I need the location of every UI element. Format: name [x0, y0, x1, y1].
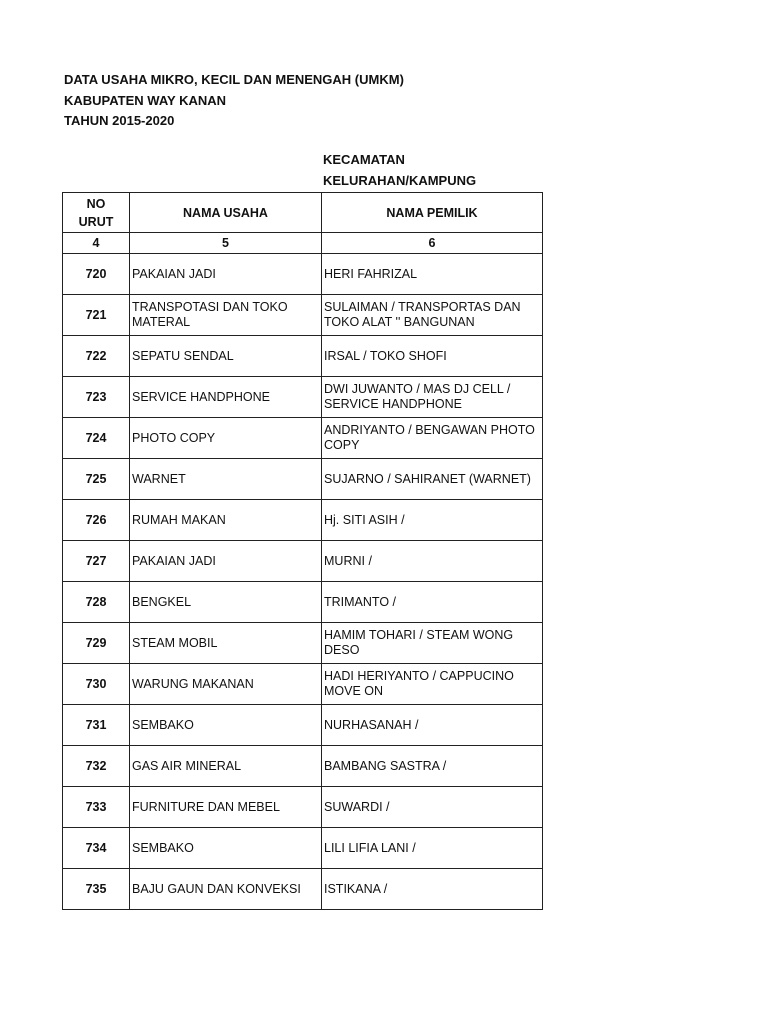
owner-name: SUWARDI / — [322, 787, 543, 828]
table-row — [63, 664, 543, 705]
business-name: SEPATU SENDAL — [130, 336, 322, 377]
business-name: RUMAH MAKAN — [130, 500, 322, 541]
business-name: BENGKEL — [130, 582, 322, 623]
business-name: PAKAIAN JADI — [130, 541, 322, 582]
row-number: 733 — [63, 787, 130, 828]
business-name: SEMBAKO — [130, 828, 322, 869]
business-name: STEAM MOBIL — [130, 623, 322, 664]
row-number: 732 — [63, 746, 130, 787]
table-row — [63, 500, 543, 541]
kelurahan-label: KELURAHAN/KAMPUNG — [323, 172, 477, 188]
row-number: 727 — [63, 541, 130, 582]
header-no-line1: NO — [86, 196, 106, 211]
kecamatan-label: KECAMATAN — [323, 152, 405, 167]
row-number: 735 — [63, 869, 130, 910]
owner-name: HADI HERIYANTO / CAPPUCINO MOVE ON — [322, 664, 543, 705]
owner-name: TRIMANTO / — [322, 582, 543, 623]
document-title: DATA USAHA MIKRO, KECIL DAN MENENGAH (UMKM) — [64, 72, 404, 87]
table-row — [63, 787, 543, 828]
table-row — [63, 623, 543, 664]
row-number: 726 — [63, 500, 130, 541]
row-number: 734 — [63, 828, 130, 869]
owner-name: SULAIMAN / TRANSPORTAS DAN TOKO ALAT '' BANGUNAN — [322, 295, 543, 336]
row-number: 728 — [63, 582, 130, 623]
table-row — [63, 336, 543, 377]
header-no-line2: URUT — [78, 214, 114, 229]
region-labels — [323, 150, 476, 191]
row-number: 723 — [63, 377, 130, 418]
row-number: 721 — [63, 295, 130, 336]
business-name: SERVICE HANDPHONE — [130, 377, 322, 418]
owner-name: NURHASANAH / — [322, 705, 543, 746]
business-name: SEMBAKO — [130, 705, 322, 746]
row-number: 725 — [63, 459, 130, 500]
row-number: 720 — [63, 254, 130, 295]
owner-name: IRSAL / TOKO SHOFI — [322, 336, 543, 377]
table-header-row — [63, 193, 543, 233]
owner-name: ANDRIYANTO / BENGAWAN PHOTO COPY — [322, 418, 543, 459]
business-name: PHOTO COPY — [130, 418, 322, 459]
table-row — [63, 746, 543, 787]
table-row — [63, 418, 543, 459]
business-name: WARNET — [130, 459, 322, 500]
document-title-block — [64, 70, 404, 132]
owner-name: Hj. SITI ASIH / — [322, 500, 543, 541]
table-row — [63, 869, 543, 910]
header-no-urut — [63, 193, 130, 233]
column-number-row — [63, 233, 543, 254]
header-nama-usaha: NAMA USAHA — [130, 193, 322, 233]
column-number: 5 — [130, 233, 322, 254]
umkm-table — [62, 192, 543, 910]
owner-name: SUJARNO / SAHIRANET (WARNET) — [322, 459, 543, 500]
owner-name: HERI FAHRIZAL — [322, 254, 543, 295]
document-year-range: TAHUN 2015-2020 — [64, 113, 175, 128]
business-name: PAKAIAN JADI — [130, 254, 322, 295]
business-name: FURNITURE DAN MEBEL — [130, 787, 322, 828]
table-row — [63, 295, 543, 336]
column-number: 6 — [322, 233, 543, 254]
row-number: 731 — [63, 705, 130, 746]
table-row — [63, 541, 543, 582]
header-nama-pemilik: NAMA PEMILIK — [322, 193, 543, 233]
owner-name: DWI JUWANTO / MAS DJ CELL / SERVICE HANDPHONE — [322, 377, 543, 418]
business-name: GAS AIR MINERAL — [130, 746, 322, 787]
table-row — [63, 828, 543, 869]
row-number: 724 — [63, 418, 130, 459]
business-name: TRANSPOTASI DAN TOKO MATERAL — [130, 295, 322, 336]
document-region-title: KABUPATEN WAY KANAN — [64, 92, 227, 108]
table-row — [63, 377, 543, 418]
row-number: 722 — [63, 336, 130, 377]
table-row — [63, 582, 543, 623]
row-number: 730 — [63, 664, 130, 705]
row-number: 729 — [63, 623, 130, 664]
owner-name: BAMBANG SASTRA / — [322, 746, 543, 787]
table-row — [63, 254, 543, 295]
owner-name: LILI LIFIA LANI / — [322, 828, 543, 869]
column-number: 4 — [63, 233, 130, 254]
business-name: BAJU GAUN DAN KONVEKSI — [130, 869, 322, 910]
owner-name: HAMIM TOHARI / STEAM WONG DESO — [322, 623, 543, 664]
business-name: WARUNG MAKANAN — [130, 664, 322, 705]
owner-name: MURNI / — [322, 541, 543, 582]
table-row — [63, 459, 543, 500]
owner-name: ISTIKANA / — [322, 869, 543, 910]
table-row — [63, 705, 543, 746]
